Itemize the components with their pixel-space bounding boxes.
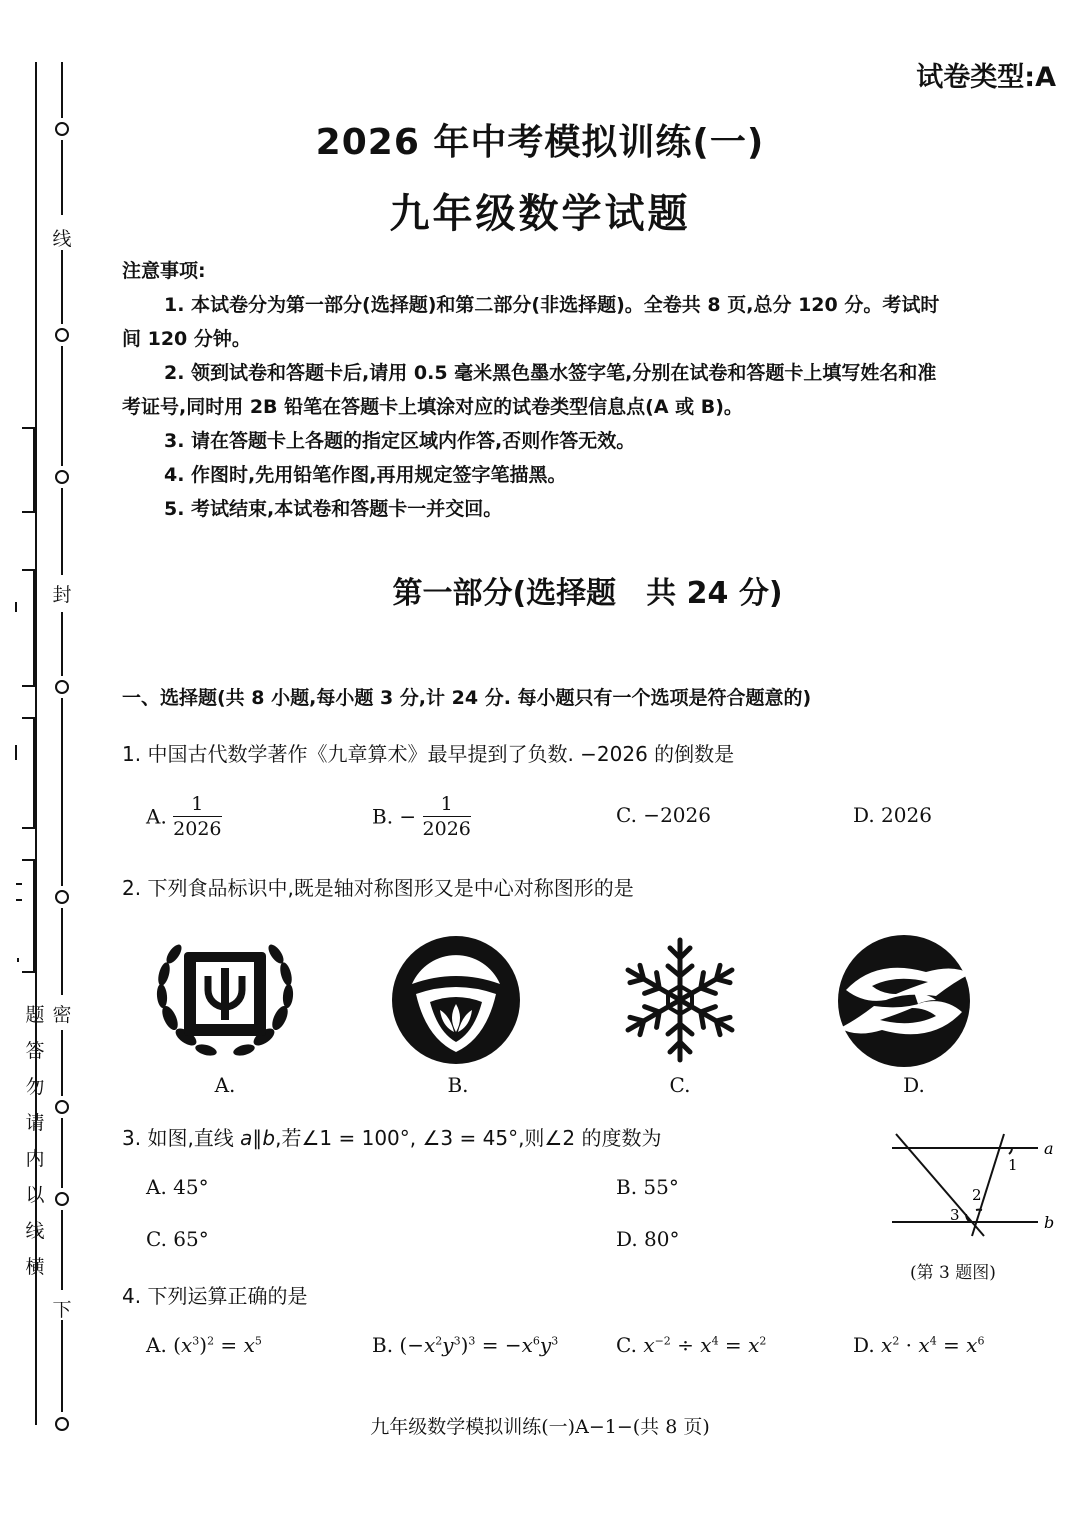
margin-label-mi: 密 [52, 1004, 72, 1026]
margin-label-xia: 下 [52, 1299, 72, 1321]
note-4: 4. 作图时,先用铅笔作图,再用规定签字笔描黑。 [164, 464, 567, 486]
q3-fig-angle-1: 1 [1008, 1156, 1018, 1174]
q4-b-exp2: 3 [453, 1334, 461, 1348]
margin-field-boxes [22, 428, 34, 972]
q4-a-label: A. [146, 1333, 167, 1357]
q4-option-a [146, 1333, 262, 1357]
q4-b-eq: = − [475, 1333, 522, 1357]
q1-option-c: C. −2026 [616, 803, 711, 827]
q4-d-result-exp: 6 [977, 1334, 985, 1348]
q1-option-a [146, 792, 222, 841]
q1-option-b-denominator: 2026 [422, 818, 471, 840]
q3-stem [122, 1122, 661, 1151]
q3-stem-post: ,若∠1 = 100°, ∠3 = 45°,则∠2 的度数为 [275, 1126, 662, 1150]
q4-a-result-exp: 5 [254, 1334, 262, 1348]
q3-fig-angle-2: 2 [972, 1186, 982, 1204]
q4-d-exp2: 4 [929, 1334, 937, 1348]
q4-d-label: D. [853, 1333, 875, 1357]
q3-option-c: C. 65° [146, 1227, 209, 1251]
margin-instruction-char: 勿 [25, 1076, 45, 1098]
note-2: 2. 领到试卷和答题卡后,请用 0.5 毫米黑色墨水签字笔,分别在试卷和答题卡上填写姓名和准 [164, 362, 937, 384]
q4-d-result-x: x [966, 1333, 978, 1357]
part1-title: 第一部分(选择题 共 24 分) [392, 576, 783, 611]
q2-label-b: B. [447, 1073, 469, 1097]
q4-option-d [853, 1333, 984, 1357]
margin-instruction [24, 1000, 46, 1288]
q3-option-a: A. 45° [146, 1175, 209, 1199]
q4-b-result-exp2: 3 [551, 1334, 559, 1348]
q4-stem: 4. 下列运算正确的是 [122, 1284, 308, 1308]
q4-b-close: ) [460, 1333, 469, 1357]
q1-option-b-fraction [423, 792, 471, 841]
q4-d-dot: · [899, 1333, 919, 1357]
q4-c-label: C. [616, 1333, 637, 1357]
notes-heading: 注意事项: [122, 260, 206, 282]
q3-stem-pre: 3. 如图,直线 [122, 1126, 241, 1150]
q3-fig-angle-3: 3 [950, 1206, 960, 1224]
q3-figure [888, 1130, 1064, 1242]
q4-option-b [372, 1333, 558, 1357]
q4-c-result-exp: 2 [759, 1334, 767, 1348]
section-heading: 一、选择题(共 8 小题,每小题 3 分,计 24 分. 每小题只有一个选项是符合题意的) [122, 687, 812, 709]
margin-label-feng: 封 [52, 584, 72, 606]
notes [122, 254, 1057, 526]
q2-label-d: D. [903, 1073, 925, 1097]
q4-d-exp1: 2 [892, 1334, 900, 1348]
q3-transversal-1 [896, 1134, 984, 1236]
q4-d-x2: x [918, 1333, 930, 1357]
q3-fig-label-a: a [1044, 1139, 1054, 1158]
q4-b-exp3: 3 [468, 1334, 476, 1348]
q3-transversal-2 [972, 1134, 1004, 1236]
margin-instruction-char: 内 [25, 1148, 45, 1170]
q3-option-d: D. 80° [616, 1227, 680, 1251]
q3-parallel-sign: ∥ [252, 1126, 263, 1150]
q3-line-b-ref: b [262, 1126, 276, 1150]
q4-d-eq: = [936, 1333, 967, 1357]
q2-label-c: C. [669, 1073, 691, 1097]
page-footer: 九年级数学模拟训练(一)A−1−(共 8 页) [370, 1416, 710, 1438]
q1-option-a-fraction [173, 792, 221, 841]
q3-fig-label-b: b [1044, 1213, 1055, 1232]
margin-instruction-char: 以 [25, 1184, 45, 1206]
q4-b-open: (− [399, 1333, 424, 1357]
q4-a-result-x: x [243, 1333, 255, 1357]
note-1: 1. 本试卷分为第一部分(选择题)和第二部分(非选择题)。全卷共 8 页,总分 120 分。考试时 [164, 294, 940, 316]
q1-option-a-label: A. [146, 804, 167, 829]
q4-a-eq: = [214, 1333, 244, 1357]
paper-type: 试卷类型:A [916, 62, 1056, 93]
q4-c-result-x: x [748, 1333, 760, 1357]
q2-label-a: A. [214, 1073, 236, 1097]
q3-figure-caption: (第 3 题图) [910, 1263, 996, 1283]
q4-option-c [616, 1333, 766, 1357]
q4-b-result-x: x [521, 1333, 533, 1357]
q1-option-a-numerator: 1 [173, 792, 221, 817]
note-5: 5. 考试结束,本试卷和答题卡一并交回。 [164, 498, 503, 520]
q1-option-b-numerator: 1 [423, 792, 471, 817]
note-1-cont: 间 120 分钟。 [122, 328, 251, 350]
q4-b-y: y [442, 1333, 454, 1357]
margin-instruction-char: 题 [25, 1004, 45, 1026]
q4-c-exp1: −2 [654, 1334, 671, 1348]
food-logo-d [836, 934, 976, 1068]
margin-field-marks [16, 602, 22, 962]
food-logo-a [150, 934, 300, 1066]
q2-stem: 2. 下列食品标识中,既是轴对称图形又是中心对称图形的是 [122, 876, 634, 900]
q3-line-a-ref: a [240, 1126, 253, 1150]
q3-option-b: B. 55° [616, 1175, 679, 1199]
q4-a-close: ) [199, 1333, 208, 1357]
q4-b-exp1: 2 [435, 1334, 443, 1348]
q4-c-exp2: 4 [711, 1334, 719, 1348]
q1-option-b [372, 792, 471, 841]
exam-title: 2026 年中考模拟训练(一) [315, 122, 765, 163]
margin-instruction-char: 线 [25, 1220, 45, 1242]
food-logo-b [390, 934, 522, 1066]
margin-instruction-char: 请 [25, 1112, 45, 1134]
note-3: 3. 请在答题卡上各题的指定区域内作答,否则作答无效。 [164, 430, 636, 452]
margin-label-xian: 线 [52, 228, 72, 250]
q4-d-x1: x [881, 1333, 893, 1357]
q4-c-div: ÷ [670, 1333, 701, 1357]
q4-c-eq: = [718, 1333, 749, 1357]
margin-instruction-char: 答 [25, 1040, 45, 1062]
q4-b-label: B. [372, 1333, 394, 1357]
food-logo-c [612, 934, 748, 1066]
q1-stem: 1. 中国古代数学著作《九章算术》最早提到了负数. −2026 的倒数是 [122, 742, 735, 766]
q1-option-a-denominator: 2026 [173, 818, 222, 840]
q4-c-x2: x [700, 1333, 712, 1357]
q4-a-exp1: 3 [192, 1334, 200, 1348]
q4-b-result-exp1: 6 [532, 1334, 540, 1348]
q4-b-result-y: y [539, 1333, 552, 1357]
q4-a-exp2: 2 [207, 1334, 215, 1348]
note-2-cont: 考证号,同时用 2B 铅笔在答题卡上填涂对应的试卷类型信息点(A 或 B)。 [122, 396, 743, 418]
q1-option-d: D. 2026 [853, 803, 932, 827]
q4-b-x: x [423, 1333, 436, 1357]
margin-instruction-char: 横 [25, 1256, 45, 1278]
q1-option-b-label: B. − [372, 804, 417, 829]
q4-a-open: ( [173, 1333, 181, 1357]
exam-subject: 九年级数学试题 [389, 191, 691, 237]
q4-a-x: x [180, 1333, 193, 1357]
q4-c-x1: x [643, 1333, 655, 1357]
